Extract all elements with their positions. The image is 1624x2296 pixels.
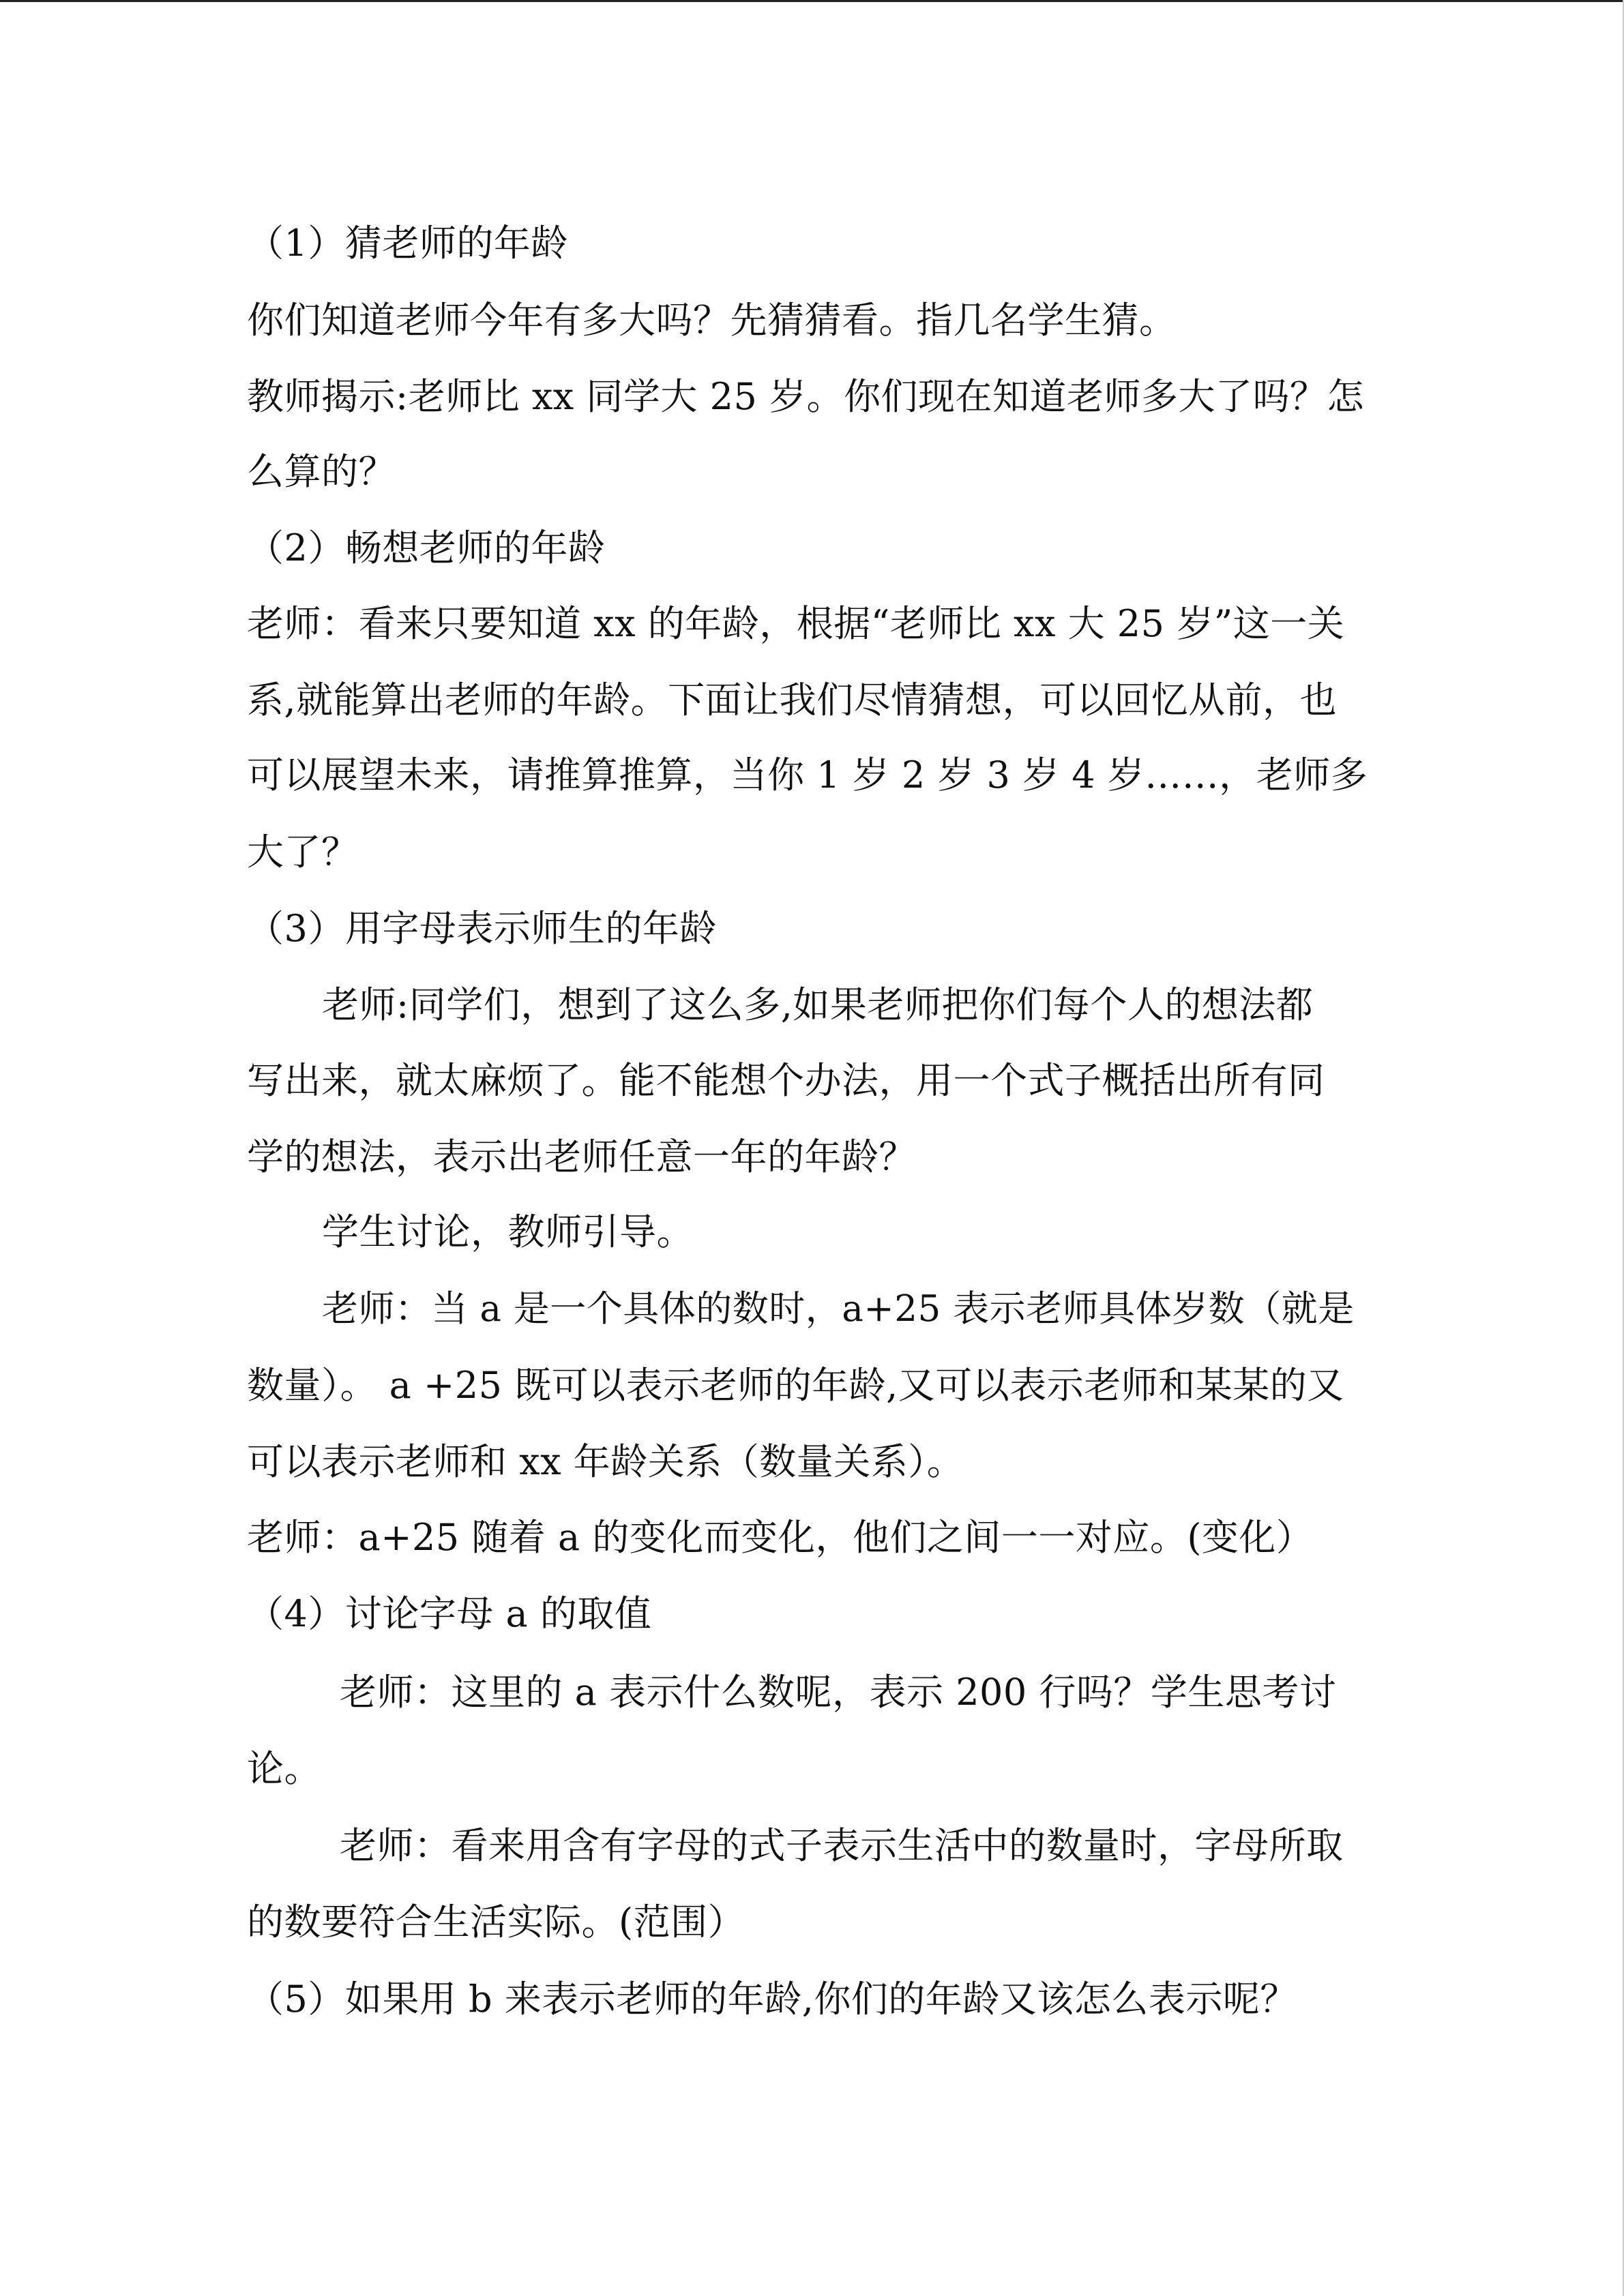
paragraph-line: 论。 [247,1747,321,1790]
paragraph-line: 么算的？ [247,450,396,493]
paragraph-line: 可以展望未来，请推算推算，当你 1 岁 2 岁 3 岁 4 岁……，老师多 [247,754,1368,796]
paragraph-line: 老师：这里的 a 表示什么数呢，表示 200 行吗？学生思考讨 [340,1671,1337,1714]
paragraph-line: 你们知道老师今年有多大吗？先猜猜看。指几名学生猜。 [247,299,1177,342]
paragraph-line: 老师：看来用含有字母的式子表示生活中的数量时，字母所取 [340,1824,1344,1867]
paragraph-line: 的数要符合生活实际。(范围） [247,1900,745,1943]
paragraph-line: 学的想法，表示出老师任意一年的年龄？ [247,1135,916,1178]
section-heading-5: （5）如果用 b 来表示老师的年龄,你们的年龄又该怎么表示呢？ [247,1978,1297,2021]
paragraph-line: 数量）。 a +25 既可以表示老师的年龄,又可以表示老师和某某的又 [247,1364,1344,1407]
section-heading-4: （4）讨论字母 a 的取值 [247,1592,652,1635]
paragraph-line: 大了？ [247,831,359,874]
paragraph-line: 老师：a+25 随着 a 的变化而变化，他们之间一一对应。(变化） [247,1516,1314,1559]
paragraph-line: 可以表示老师和 xx 年龄关系（数量关系）。 [247,1440,964,1483]
paragraph-line: 写出来，就太麻烦了。能不能想个办法，用一个式子概括出所有同 [247,1059,1325,1102]
paragraph-line: 老师：当 a 是一个具体的数时，a+25 表示老师具体岁数（就是 [322,1288,1355,1330]
paragraph-line: 教师揭示:老师比 xx 同学大 25 岁。你们现在知道老师多大了吗？怎 [247,375,1364,418]
paragraph-line: 老师:同学们，想到了这么多,如果老师把你们每个人的想法都 [322,983,1314,1026]
paragraph-line: 老师：看来只要知道 xx 的年龄，根据“老师比 xx 大 25 岁”这一关 [247,602,1345,645]
section-heading-2: （2）畅想老师的年龄 [247,526,606,569]
section-heading-3: （3）用字母表示师生的年龄 [247,907,717,950]
paragraph-line: 学生讨论，教师引导。 [322,1210,694,1253]
section-heading-1: （1）猜老师的年龄 [247,222,568,265]
paragraph-line: 系,就能算出老师的年龄。下面让我们尽情猜想，可以回忆从前，也 [247,679,1338,721]
